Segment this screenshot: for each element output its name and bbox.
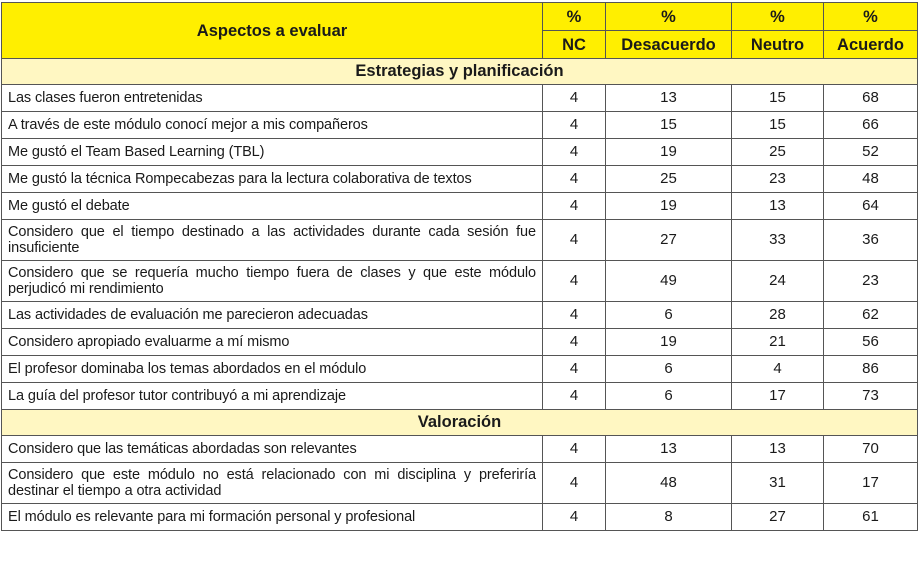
aspect-label: Considero que las temáticas abordadas son relevantes bbox=[2, 436, 543, 463]
neutro-value: 28 bbox=[732, 302, 824, 329]
aspect-label: Considero que este módulo no está relacionado con mi disciplina y preferiría destinar el tiempo a otra actividad bbox=[2, 463, 543, 504]
neutro-value: 27 bbox=[732, 504, 824, 531]
nc-value: 4 bbox=[543, 302, 606, 329]
neutro-value: 33 bbox=[732, 220, 824, 261]
aspect-label: El módulo es relevante para mi formación personal y profesional bbox=[2, 504, 543, 531]
aspect-label: A través de este módulo conocí mejor a mis compañeros bbox=[2, 112, 543, 139]
aspect-label: Me gustó el Team Based Learning (TBL) bbox=[2, 139, 543, 166]
section-header bbox=[2, 410, 918, 436]
aspect-label: Las actividades de evaluación me parecieron adecuadas bbox=[2, 302, 543, 329]
desacuerdo-value: 6 bbox=[606, 383, 732, 410]
header-nc: NC bbox=[543, 31, 606, 59]
aspect-label: Considero que se requería mucho tiempo fuera de clases y que este módulo perjudicó mi rendimiento bbox=[2, 261, 543, 302]
nc-value: 4 bbox=[543, 85, 606, 112]
table-row bbox=[2, 261, 918, 302]
desacuerdo-value: 48 bbox=[606, 463, 732, 504]
neutro-value: 23 bbox=[732, 166, 824, 193]
neutro-value: 21 bbox=[732, 329, 824, 356]
neutro-value: 24 bbox=[732, 261, 824, 302]
aspect-label: Las clases fueron entretenidas bbox=[2, 85, 543, 112]
desacuerdo-value: 27 bbox=[606, 220, 732, 261]
acuerdo-value: 64 bbox=[824, 193, 918, 220]
neutro-value: 13 bbox=[732, 193, 824, 220]
evaluation-table bbox=[1, 2, 918, 531]
aspect-label: El profesor dominaba los temas abordados en el módulo bbox=[2, 356, 543, 383]
aspect-label: La guía del profesor tutor contribuyó a mi aprendizaje bbox=[2, 383, 543, 410]
header-acuerdo: Acuerdo bbox=[824, 31, 918, 59]
desacuerdo-value: 49 bbox=[606, 261, 732, 302]
acuerdo-value: 62 bbox=[824, 302, 918, 329]
acuerdo-value: 66 bbox=[824, 112, 918, 139]
nc-value: 4 bbox=[543, 356, 606, 383]
acuerdo-value: 17 bbox=[824, 463, 918, 504]
acuerdo-value: 70 bbox=[824, 436, 918, 463]
header-aspect: Aspectos a evaluar bbox=[2, 3, 543, 59]
table-row bbox=[2, 504, 918, 531]
nc-value: 4 bbox=[543, 112, 606, 139]
section-header bbox=[2, 59, 918, 85]
acuerdo-value: 52 bbox=[824, 139, 918, 166]
nc-value: 4 bbox=[543, 261, 606, 302]
desacuerdo-value: 19 bbox=[606, 193, 732, 220]
acuerdo-value: 56 bbox=[824, 329, 918, 356]
desacuerdo-value: 13 bbox=[606, 436, 732, 463]
header-desacuerdo-pct: % bbox=[606, 3, 732, 31]
desacuerdo-value: 15 bbox=[606, 112, 732, 139]
table-row bbox=[2, 193, 918, 220]
nc-value: 4 bbox=[543, 166, 606, 193]
section-title: Estrategias y planificación bbox=[2, 59, 918, 85]
header-row-top bbox=[2, 3, 918, 31]
acuerdo-value: 23 bbox=[824, 261, 918, 302]
desacuerdo-value: 6 bbox=[606, 302, 732, 329]
table-row bbox=[2, 463, 918, 504]
nc-value: 4 bbox=[543, 463, 606, 504]
nc-value: 4 bbox=[543, 220, 606, 261]
table-row bbox=[2, 356, 918, 383]
neutro-value: 15 bbox=[732, 85, 824, 112]
nc-value: 4 bbox=[543, 193, 606, 220]
neutro-value: 31 bbox=[732, 463, 824, 504]
table-row bbox=[2, 383, 918, 410]
neutro-value: 25 bbox=[732, 139, 824, 166]
aspect-label: Me gustó la técnica Rompecabezas para la lectura colaborativa de textos bbox=[2, 166, 543, 193]
desacuerdo-value: 8 bbox=[606, 504, 732, 531]
neutro-value: 4 bbox=[732, 356, 824, 383]
neutro-value: 15 bbox=[732, 112, 824, 139]
table-row bbox=[2, 85, 918, 112]
header-neutro: Neutro bbox=[732, 31, 824, 59]
neutro-value: 13 bbox=[732, 436, 824, 463]
table-row bbox=[2, 329, 918, 356]
nc-value: 4 bbox=[543, 139, 606, 166]
desacuerdo-value: 6 bbox=[606, 356, 732, 383]
aspect-label: Considero apropiado evaluarme a mí mismo bbox=[2, 329, 543, 356]
header-nc-pct: % bbox=[543, 3, 606, 31]
desacuerdo-value: 19 bbox=[606, 329, 732, 356]
table-row bbox=[2, 139, 918, 166]
acuerdo-value: 48 bbox=[824, 166, 918, 193]
header-acuerdo-pct: % bbox=[824, 3, 918, 31]
acuerdo-value: 73 bbox=[824, 383, 918, 410]
neutro-value: 17 bbox=[732, 383, 824, 410]
header-desacuerdo: Desacuerdo bbox=[606, 31, 732, 59]
acuerdo-value: 61 bbox=[824, 504, 918, 531]
acuerdo-value: 86 bbox=[824, 356, 918, 383]
aspect-label: Considero que el tiempo destinado a las actividades durante cada sesión fue insuficiente bbox=[2, 220, 543, 261]
nc-value: 4 bbox=[543, 329, 606, 356]
desacuerdo-value: 19 bbox=[606, 139, 732, 166]
desacuerdo-value: 25 bbox=[606, 166, 732, 193]
table-row bbox=[2, 436, 918, 463]
aspect-label: Me gustó el debate bbox=[2, 193, 543, 220]
table-row bbox=[2, 166, 918, 193]
desacuerdo-value: 13 bbox=[606, 85, 732, 112]
table-row bbox=[2, 220, 918, 261]
nc-value: 4 bbox=[543, 383, 606, 410]
table-row bbox=[2, 302, 918, 329]
table-body bbox=[2, 59, 918, 531]
nc-value: 4 bbox=[543, 504, 606, 531]
acuerdo-value: 36 bbox=[824, 220, 918, 261]
section-title: Valoración bbox=[2, 410, 918, 436]
nc-value: 4 bbox=[543, 436, 606, 463]
table-row bbox=[2, 112, 918, 139]
header-neutro-pct: % bbox=[732, 3, 824, 31]
acuerdo-value: 68 bbox=[824, 85, 918, 112]
